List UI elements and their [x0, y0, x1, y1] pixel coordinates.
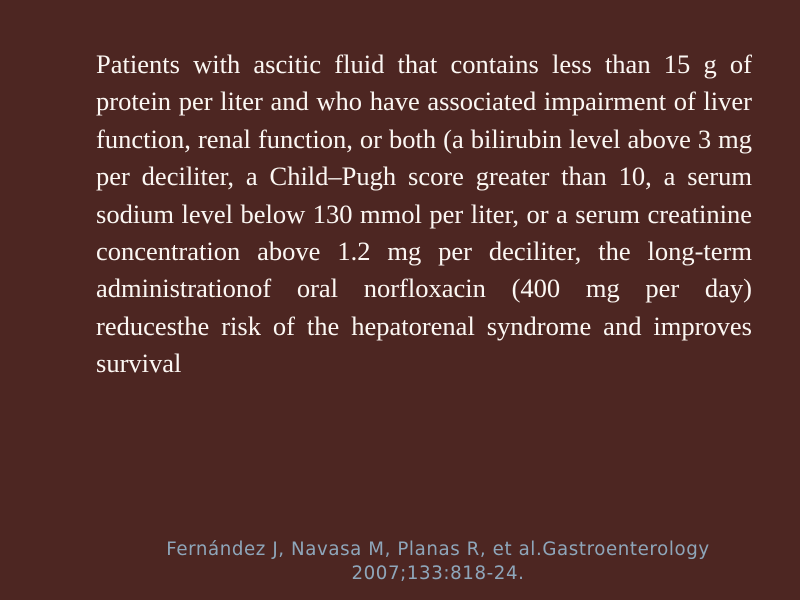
bullet-item	[58, 46, 758, 383]
bullet-text: Patients with ascitic fluid that contains less than 15 g of protein per liter and who have associated impairment of liver function, renal function, or both (a bilirubin level above 3 mg per deciliter, a Child–Pugh score greater than 10, a serum sodium level below 130 mmol per liter, or a serum creatinine concentration above 1.2 mg per deciliter, the long-term administrationof oral norfloxacin (400 mg per day) reducesthe risk of the hepatorenal syndrome and improves survival	[96, 49, 752, 379]
citation	[120, 538, 756, 586]
citation-line-1: Fernández J, Navasa M, Planas R, et al.Gastroenterology	[166, 539, 710, 560]
citation-line-2: 2007;133:818-24.	[351, 563, 525, 584]
